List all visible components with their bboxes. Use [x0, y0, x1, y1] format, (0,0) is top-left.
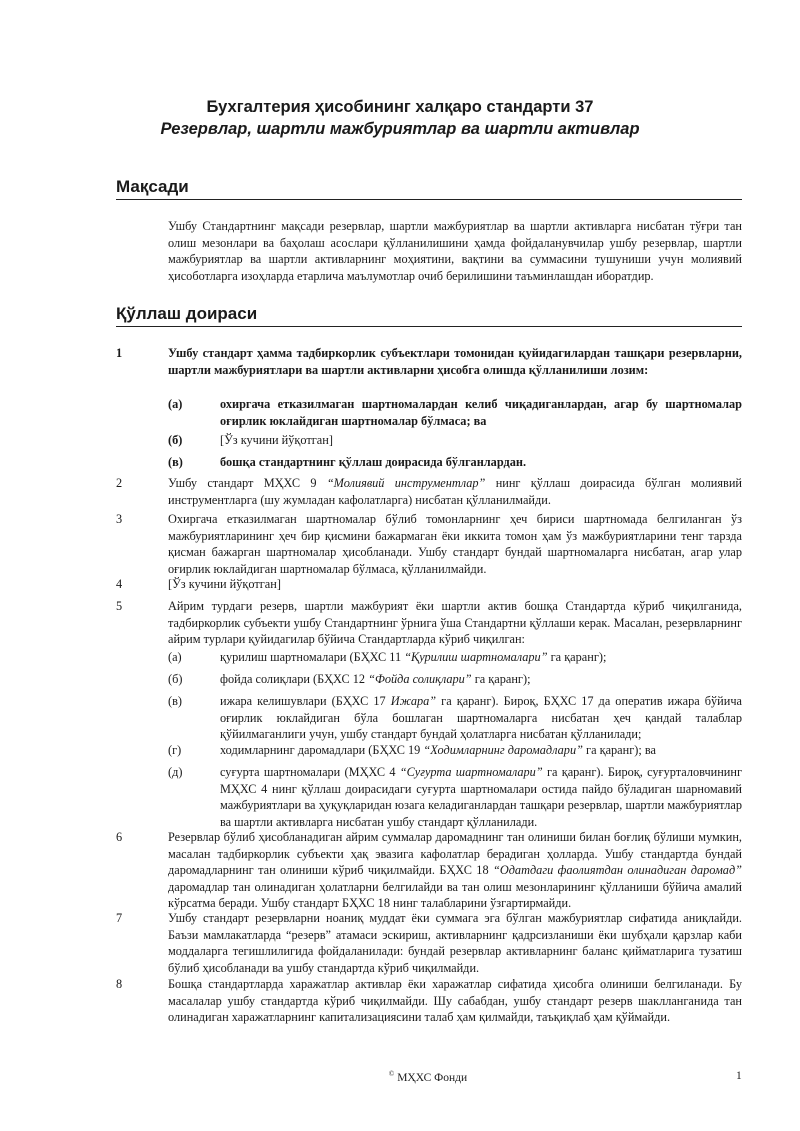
text-run: нинг қўллаш доирасида бўлган молиявий инструментларга (шу жумладан кафолатларга) нисбатан қўлланилмайди. — [168, 476, 743, 507]
page-number: 1 — [736, 1070, 742, 1082]
list-item-label: (а) — [168, 650, 182, 664]
list-item — [168, 649, 742, 666]
list-item-label: (б) — [168, 433, 183, 447]
list-item-label: (б) — [168, 672, 183, 686]
paragraph-text: Ушбу стандарт ҳамма тадбиркорлик субъектлари томонидан қуйидагилардан ташқари резервларни, шартли мажбуриятлари ва шартли активларни ҳисобга олишда қўлланилиши лозим: — [168, 346, 742, 377]
text-run-italic: “Қурилиш шартномалари” — [404, 650, 548, 664]
text-run: ижара келишувлари (БҲХС 17 — [220, 694, 391, 708]
paragraph-number: 1 — [116, 346, 123, 360]
paragraph-number: 2 — [116, 476, 123, 490]
list-item — [168, 396, 742, 429]
text-run-italic: “Ходимларнинг даромадлари” — [423, 743, 583, 757]
text-run: га қаранг). Бироқ, БҲХС 17 да оператив ижара бўйича оғирлик юклайдиган бўла бошлаган шартномаларга нисбатан ҳеч қандай талаблар қўйилмаганлиги учун, ушбу стандарт бундай ҳолатларга нисбатан қўлланилади; — [220, 694, 742, 741]
text-run-italic: “Одатдаги фаолиятдан олинадиган даромад” — [492, 863, 742, 877]
text-run: га қаранг); ва — [582, 743, 656, 757]
paragraph-number: 8 — [116, 977, 123, 991]
text-run-italic: “Суғурта шартномалари” — [399, 765, 543, 779]
list-item-text — [220, 742, 742, 759]
text-run-italic: “Фойда солиқлари” — [368, 672, 472, 686]
paragraph-1 — [116, 345, 742, 378]
list-item-label: (в) — [168, 694, 182, 708]
list-item-text: охиргача етказилмаган шартномалардан келиб чиқадиганлардан, агар бу шартномалар оғирлик юклайдиган шартномалар бўлмаса; ва — [220, 397, 742, 428]
footer-copyright — [0, 1070, 800, 1084]
text-run: га қаранг); — [471, 672, 531, 686]
list-item-label: (г) — [168, 743, 182, 757]
document-title: Бухгалтерия ҳисобининг халқаро стандарти 37 — [206, 98, 594, 116]
paragraph-text — [168, 829, 742, 912]
paragraph-text: Бошқа стандартларда харажатлар активлар ёки харажатлар сифатида ҳисобга олиниши белгиланади. Бу масалалар ушбу стандартда кўриб чиқилмайди. Шу сабабдан, ушбу стандарт резерв шаклланганида тан олинадиган харажатларнинг капитализациясини талаб ҳам қилмайди, таъқиқлаб ҳам қўймайди. — [168, 977, 742, 1024]
list-item — [168, 742, 742, 759]
list-item-text — [220, 671, 742, 688]
list-item-text — [220, 693, 742, 743]
paragraph-text: Ушбу стандарт резервларни ноаниқ муддат ёки суммага эга бўлган мажбуриятлар сифатида аниқлайди. Баъзи мамлакатларда “резерв” атамаси эскириш, активларнинг қадрсизланиши ёки шубҳали қарзлар каби моддаларга тегишлилигида фойдаланилади: бундай резервлар активларнинг баланс қийматларига тузатиш бўлиб ҳисобланади ва ушбу стандартда кўриб чиқилмайди. — [168, 911, 742, 975]
list-item-label: (a) — [168, 397, 183, 411]
objective-paragraph: Ушбу Стандартнинг мақсади резервлар, шартли мажбуриятлар ва шартли активларга нисбатан тўғри тан олиш мезонлари ва баҳолаш асослари қўлланилишини ҳамда фойдаланувчилар ушбу резервлар, шартли мажбуриятлар ва шартли активларнинг моҳиятини, вақтини ва суммасини тушуниши учун молиявий ҳисоботларга изоҳларда етарлича маълумотлар очиб берилишини таъминлашдан иборатдир. — [168, 219, 742, 283]
paragraph-text: Айрим турдаги резерв, шартли мажбурият ёки шартли актив бошқа Стандартда кўриб чиқилганида, тадбиркорлик субъекти ушбу Стандартнинг ўрнига ўша Стандартни қўллаши керак. Масалан, резервларнинг айрим турлари қуйидагилар бўйича Стандартларда кўриб чиқилган: — [168, 599, 742, 646]
list-item-label: (в) — [168, 455, 183, 469]
list-item-text: бошқа стандартнинг қўллаш доирасида бўлганлардан. — [220, 455, 527, 469]
list-item — [168, 693, 742, 743]
text-run: фойда солиқлари (БҲХС 12 — [220, 672, 369, 686]
paragraph-number: 6 — [116, 830, 123, 844]
text-run: суғурта шартномалари (МҲХС 4 — [220, 765, 400, 779]
paragraph-7 — [116, 910, 742, 976]
text-run: га қаранг); — [547, 650, 607, 664]
list-item-text — [220, 649, 742, 666]
list-item-text — [220, 764, 742, 830]
paragraph-number: 3 — [116, 512, 123, 526]
paragraph-6 — [116, 829, 742, 912]
paragraph-number: 7 — [116, 911, 123, 925]
text-run: қурилиш шартномалари (БҲХС 11 — [220, 650, 405, 664]
text-run: даромадлар тан олинадиган ҳолатларни белгилайди ва тан олиш мезонларининг қўлланиши бўйича амалий кўрсатма беради. Ушбу стандарт БҲХС 18 нинг талабларини ўзгартирмайди. — [168, 879, 742, 910]
copyright-symbol: © — [388, 1070, 395, 1078]
text-run: га қаранг). Бироқ, суғурталовчининг МҲХС 4 нинг қўллаш доирасидаги суғурта шартномалари остида пайдо бўладиган шарномавий мажбуриятлари ва ҳуқуқларидан юзага келадиганлардан ташқари резервлар, шартли мажбуриятлар ва шартли активларга нисбатан ушбу стандарт қўлланилади. — [220, 765, 742, 829]
document-title-block — [0, 96, 800, 140]
list-item — [168, 454, 742, 471]
paragraph-4 — [116, 576, 742, 593]
list-item — [168, 432, 742, 449]
list-item-label: (д) — [168, 765, 183, 779]
list-item — [168, 764, 742, 830]
list-item-text: [Ўз кучини йўқотган] — [220, 433, 333, 447]
paragraph-text: Охиргача етказилмаган шартномалар бўлиб томонларнинг ҳеч бириси шартномада белгиланган ўз мажбуриятларининг ҳеч бир қисмини бажармаган ёки иккита томон ҳам ўз мажбуриятларини тенг тарзда қисман бажарган шартномалар ҳисобланади. Ушбу стандарт бундай шартномаларга нисбатан, агар улар оғирлик юклайдиган шартномалар бўлмаса, қўлланилмайди. — [168, 512, 742, 576]
text-run: Ушбу стандарт МҲХС 9 — [168, 476, 327, 490]
paragraph-text: [Ўз кучини йўқотган] — [168, 577, 281, 591]
list-item — [168, 671, 742, 688]
section-heading-scope: Қўллаш доираси — [116, 303, 742, 327]
paragraph-5 — [116, 598, 742, 648]
paragraph-2 — [116, 475, 742, 508]
text-run-italic: “Молиявий инструментлар” — [326, 476, 486, 490]
section-heading-objective: Мақсади — [116, 176, 742, 200]
text-run-italic: Ижара” — [390, 694, 437, 708]
paragraph-number: 5 — [116, 599, 123, 613]
document-subtitle: Резервлар, шартли мажбуриятлар ва шартли активлар — [160, 120, 640, 138]
paragraph-8 — [116, 976, 742, 1026]
paragraph-3 — [116, 511, 742, 577]
text-run: ходимларнинг даромадлари (БҲХС 19 — [220, 743, 424, 757]
paragraph-text — [168, 475, 742, 508]
text-run: Резервлар бўлиб ҳисобланадиган айрим суммалар даромаднинг тан олиниши билан боғлиқ бўлиши мумкин, масалан тадбиркорлик субъекти ҳақ эвазига кафолатлар берадиган ҳолларда. Ушбу стандартда бундай даромадларнинг тан олиниши кўриб чиқилмайди. БҲХС 18 — [168, 830, 742, 877]
footer-organization: МҲХС Фонди — [397, 1071, 468, 1084]
paragraph-number: 4 — [116, 577, 123, 591]
